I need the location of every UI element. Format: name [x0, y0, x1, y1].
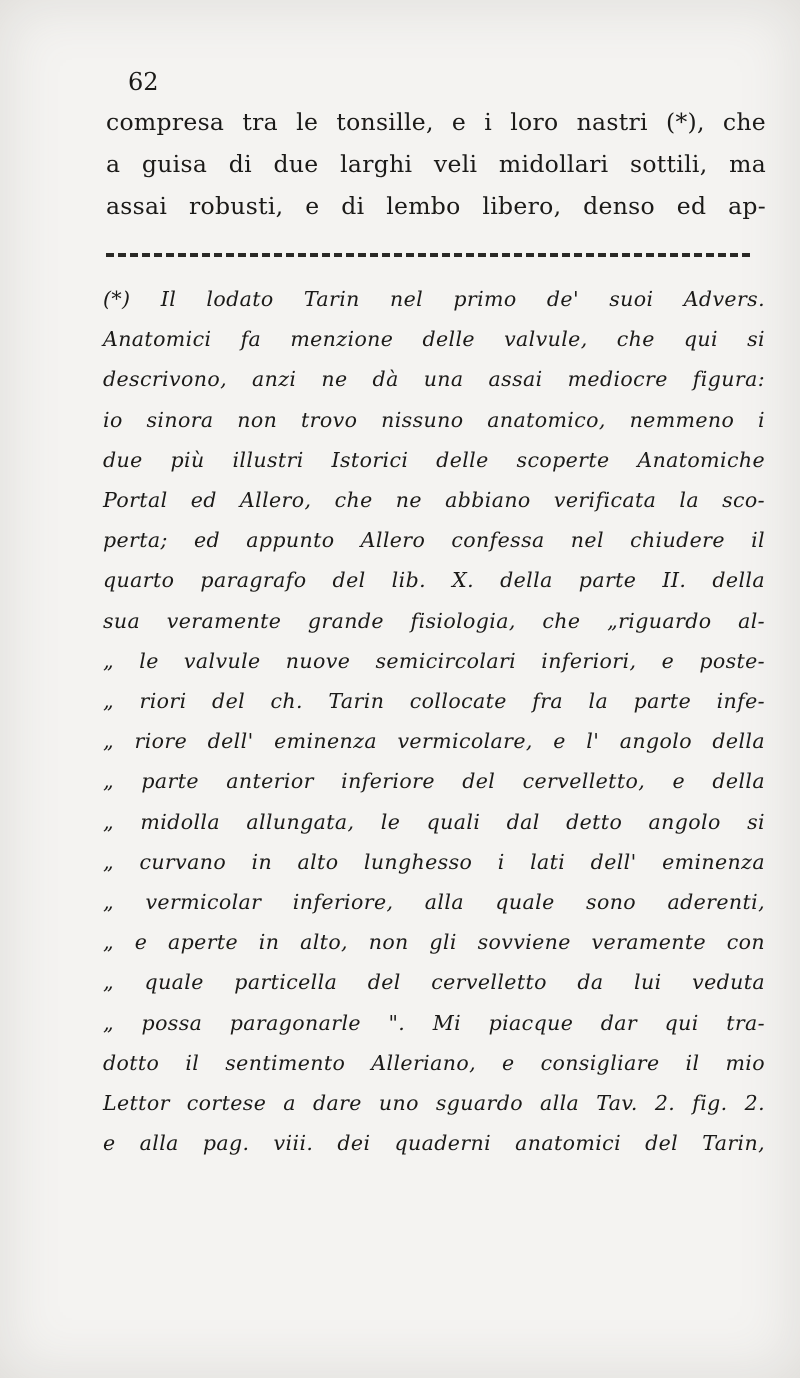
main-text-block — [106, 101, 766, 227]
page-number: 62 — [128, 68, 159, 96]
footnote-line: „ parte anterior inferiore del cervelletto, e della — [103, 769, 765, 794]
footnote-line: sua veramente grande fisiologia, che „riguardo al- — [103, 608, 765, 633]
footnote-line: (*) Il lodato Tarin nel primo de' suoi Advers. — [103, 287, 765, 311]
main-text-line: assai robusti, e di lembo libero, denso ed ap- — [106, 192, 766, 220]
footnote-line: „ curvano in alto lunghesso i lati dell' eminenza — [103, 849, 765, 874]
footnote-line: „ possa paragonarle ". Mi piacque dar qui tra- — [103, 1010, 765, 1035]
footnote-line: io sinora non trovo nissuno anatomico, nemmeno i — [103, 407, 765, 432]
footnote-line: descrivono, anzi ne dà una assai mediocre figura: — [103, 367, 765, 392]
footnote-line: perta; ed appunto Allero confessa nel chiudere il — [103, 528, 765, 553]
footnote-block — [103, 279, 765, 1163]
main-text-line: a guisa di due larghi veli midollari sottili, ma — [106, 150, 766, 178]
footnote-line: „ midolla allungata, le quali dal detto angolo si — [103, 809, 765, 834]
footnote-line: „ le valvule nuove semicircolari inferiori, e poste- — [103, 648, 765, 673]
footnote-line: dotto il sentimento Alleriano, e consigliare il mio — [103, 1050, 765, 1075]
footnote-line: Portal ed Allero, che ne abbiano verificata la sco- — [103, 488, 765, 513]
footnote-line: „ vermicolar inferiore, alla quale sono aderenti, — [103, 890, 765, 915]
footnote-line: „ riori del ch. Tarin collocate fra la parte infe- — [103, 689, 765, 714]
footnote-line: Anatomici fa menzione delle valvule, che qui si — [103, 327, 765, 352]
footnote-line: quarto paragrafo del lib. X. della parte II. della — [103, 568, 765, 593]
footnote-line: e alla pag. viii. dei quaderni anatomici del Tarin, — [103, 1131, 765, 1156]
footnote-separator-rule — [106, 253, 750, 257]
footnote-line: „ e aperte in alto, non gli sovviene veramente con — [103, 930, 765, 955]
footnote-line: „ quale particella del cervelletto da lui veduta — [103, 970, 765, 995]
main-text-line: compresa tra le tonsille, e i loro nastri (*), che — [106, 108, 766, 136]
footnote-line: Lettor cortese a dare uno sguardo alla Tav. 2. fig. 2. — [103, 1091, 765, 1116]
footnote-line: „ riore dell' eminenza vermicolare, e l' angolo della — [103, 729, 765, 754]
footnote-line: due più illustri Istorici delle scoperte Anatomiche — [103, 447, 765, 472]
